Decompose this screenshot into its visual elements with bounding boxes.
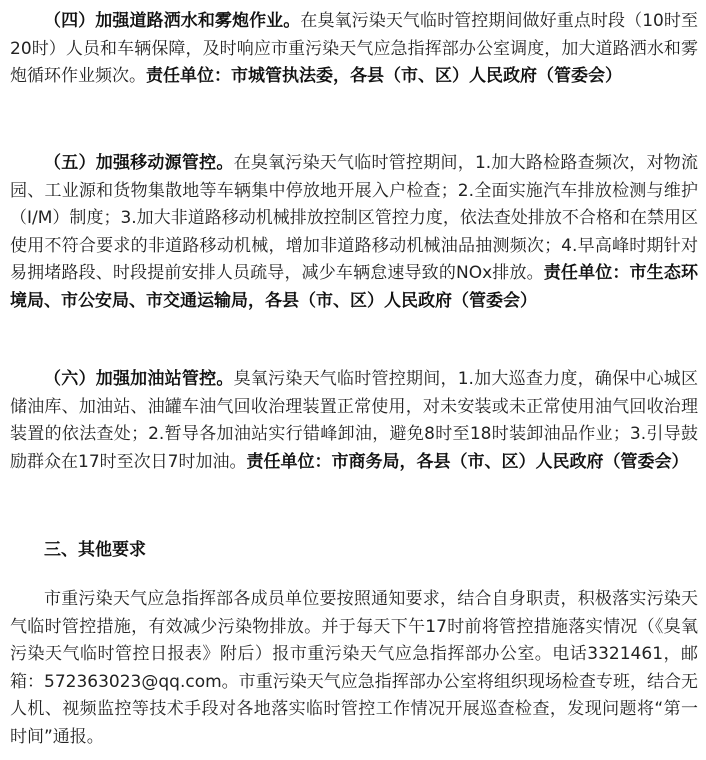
other-requirements-body: 市重污染天气应急指挥部各成员单位要按照通知要求，结合自身职责，积极落实污染天气临时管控措施，有效减少污染物排放。并于每天下午17时前将管控措施落实情况（《臭氧污染天气临时管控日报表》附后）报市重污染天气应急指挥部办公室。电话3321461，邮箱：572363023@qq.com。市重污染天气应急指挥部办公室将组织现场检查专班，结合无人机、视频监控等技术手段对各地落实临时管控工作情况开展巡查检查，发现问题将“第一时间”通报。 [10,589,698,747]
section-4-body: 在臭氧污染天气临时管控期间做好重点时段（10时至20时）人员和车辆保障，及时响应市重污染天气应急指挥部办公室调度，加大道路洒水和雾炮循环作业频次。 [10,11,699,86]
section-6-heading: （六）加强加油站管控。 [44,369,234,389]
part-3-heading: 三、其他要求 [44,540,146,560]
section-6-responsibility: 责任单位：市商务局，各县（市、区）人民政府（管委会） [246,451,689,472]
section-6-paragraph [10,366,698,476]
section-5-paragraph [10,150,698,315]
other-requirements-paragraph [10,586,698,751]
part-3-heading-paragraph [10,537,698,565]
section-4-heading: （四）加强道路洒水和雾炮作业。 [44,11,301,31]
section-6-body: 臭氧污染天气临时管控期间，1.加大巡查力度，确保中心城区储油库、加油站、油罐车油气回收治理装置正常使用，对未安装或未正常使用油气回收治理装置的依法查处；2.暂导各加油站实行错峰卸油，避免8时至18时装卸油品作业；3.引导鼓励群众在17时至次日7时加油。 [10,369,699,472]
section-5-body: 在臭氧污染天气临时管控期间，1.加大路检路查频次，对物流园、工业源和货物集散地等车辆集中停放地开展入户检查；2.全面实施汽车排放检测与维护（I/M）制度；3.加大非道路移动机械排放控制区管控力度，依法查处排放不合格和在禁用区使用不符合要求的非道路移动机械，增加非道路移动机械油品抽测频次；4.早高峰时期针对易拥堵路段、时段提前安排人员疏导，减少车辆怠速导致的NOx排放。 [10,153,699,283]
section-5-heading: （五）加强移动源管控。 [44,153,234,173]
section-4-paragraph [10,8,698,91]
section-5-responsibility: 责任单位：市生态环境局、市公安局、市交通运输局，各县（市、区）人民政府（管委会） [10,263,698,311]
section-4-responsibility: 责任单位：市城管执法委，各县（市、区）人民政府（管委会） [146,66,622,86]
